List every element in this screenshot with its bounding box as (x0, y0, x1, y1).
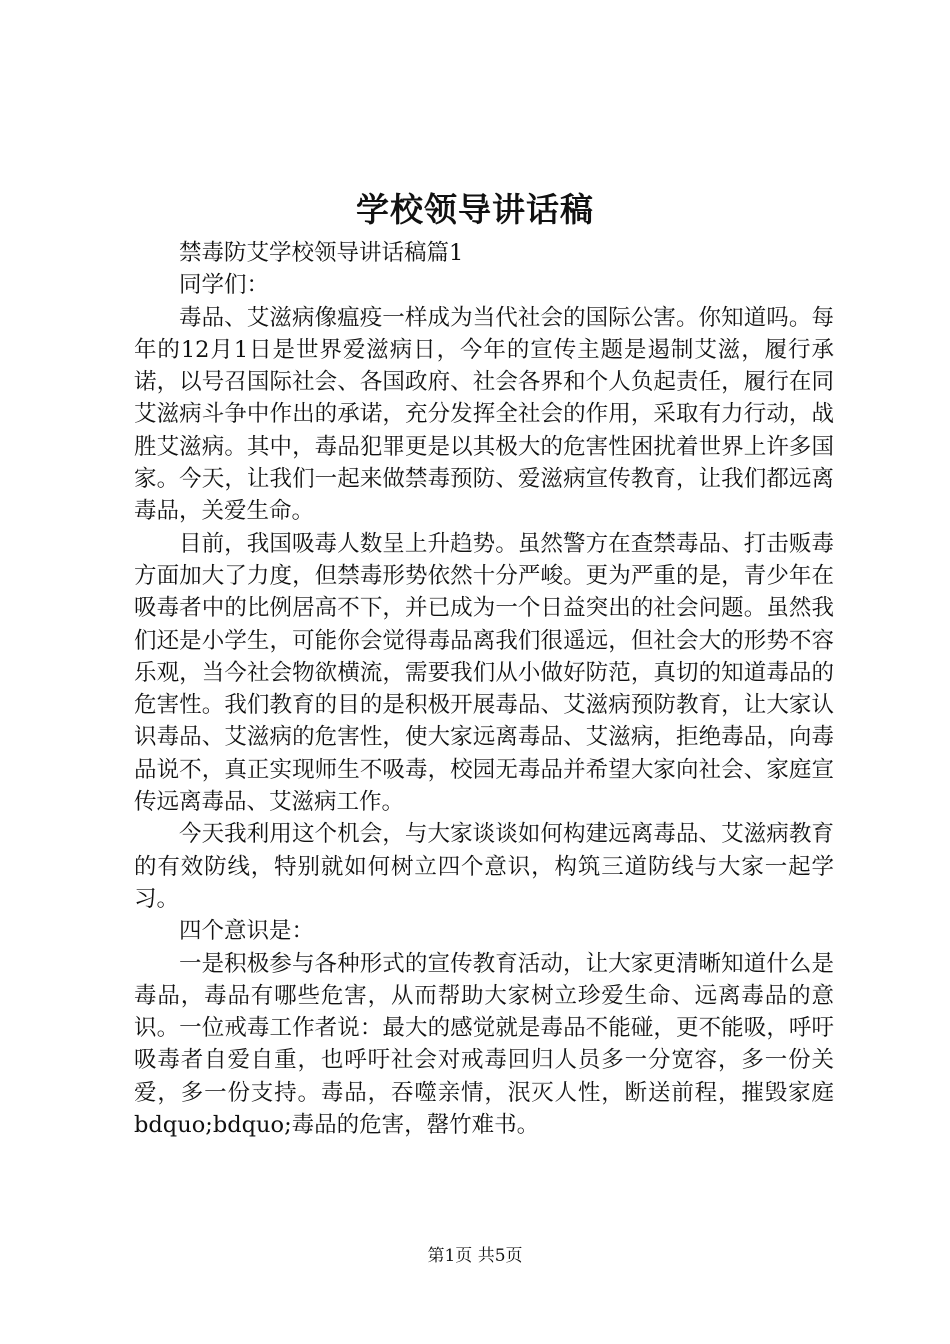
document-body (134, 237, 834, 1141)
paragraph-heading: 禁毒防艾学校领导讲话稿篇1 (179, 240, 464, 266)
paragraph: 今天我利用这个机会，与大家谈谈如何构建远离毒品、艾滋病教育的有效防线，特别就如何树立四个意识，构筑三道防线与大家一起学习。 (134, 821, 834, 912)
paragraph: 四个意识是： (179, 918, 315, 945)
paragraph: 目前，我国吸毒人数呈上升趋势。虽然警方在查禁毒品、打击贩毒方面加大了力度，但禁毒形势依然十分严峻。更为严重的是，青少年在吸毒者中的比例居高不下，并已成为一个日益突出的社会问题。虽然我们还是小学生，可能你会觉得毒品离我们很遥远，但社会大的形势不容乐观，当今社会物欲横流，需要我们从小做好防范，真切的知道毒品的危害性。我们教育的目的是积极开展毒品、艾滋病预防教育，让大家认识毒品、艾滋病的危害性，使大家远离毒品、艾滋病，拒绝毒品，向毒品说不，真正实现师生不吸毒，校园无毒品并希望大家向社会、家庭宣传远离毒品、艾滋病工作。 (134, 530, 834, 816)
paragraph: 毒品、艾滋病像瘟疫一样成为当代社会的国际公害。你知道吗。每年的12月1日是世界爱滋病日，今年的宣传主题是遏制艾滋，履行承诺，以号召国际社会、各国政府、社会各界和个人负起责任，履行在同艾滋病斗争中作出的承诺，充分发挥全社会的作用，采取有力行动，战胜艾滋病。其中，毒品犯罪更是以其极大的危害性困扰着世界上许多国家。今天，让我们一起来做禁毒预防、爱滋病宣传教育，让我们都远离毒品，关爱生命。 (134, 304, 834, 525)
paragraph-salutation: 同学们： (179, 272, 270, 299)
page-footer: 第1页 共5页 (427, 1246, 523, 1266)
paragraph: 一是积极参与各种形式的宣传教育活动，让大家更清晰知道什么是毒品，毒品有哪些危害，从而帮助大家树立珍爱生命、远离毒品的意识。一位戒毒工作者说：最大的感觉就是毒品不能碰，更不能吸，呼吁吸毒者自爱自重，也呼吁社会对戒毒回归人员多一分宽容，多一份关爱，多一份支持。毒品，吞噬亲情，泯灭人性，断送前程，摧毁家庭bdquo;bdquo;毒品的危害，罄竹难书。 (134, 950, 834, 1139)
document-title: 学校领导讲话稿 (356, 190, 594, 229)
